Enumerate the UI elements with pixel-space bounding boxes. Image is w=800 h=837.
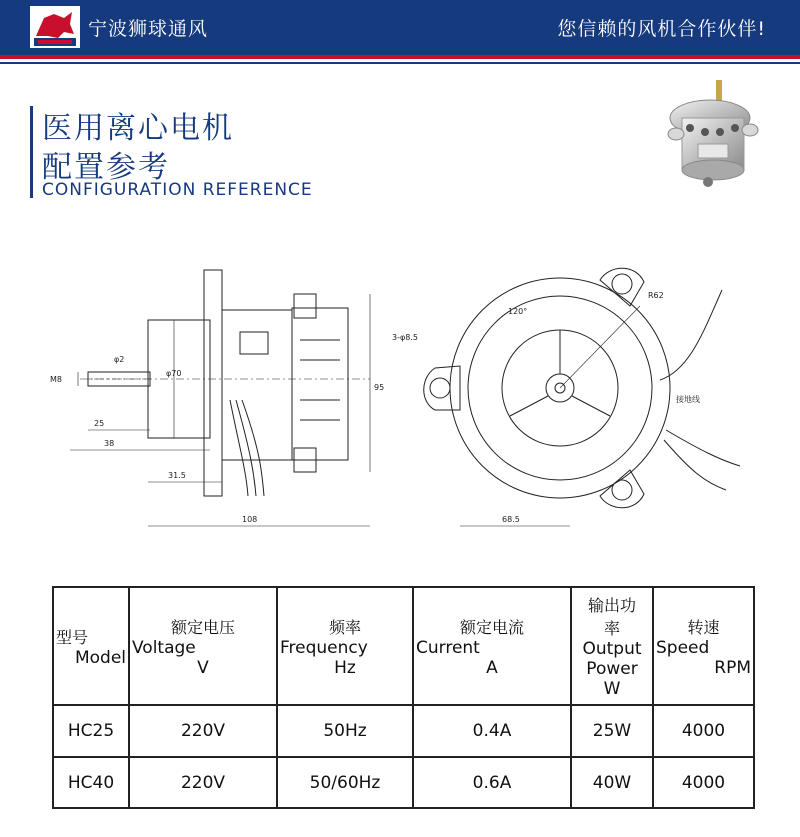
dim-r62: R62 xyxy=(648,291,664,300)
header-model: 型号 Model xyxy=(53,587,129,705)
dim-31-5: 31.5 xyxy=(168,471,186,480)
header-blue-stripe xyxy=(0,62,800,64)
dim-phi70: φ70 xyxy=(166,369,182,378)
ground-wire-label: 接地线 xyxy=(676,395,700,404)
table-header-row xyxy=(53,587,754,705)
dim-108: 108 xyxy=(242,515,258,524)
page-subtitle: 配置参考 xyxy=(42,150,170,185)
cell-speed: 4000 xyxy=(653,705,754,757)
side-view xyxy=(70,270,370,526)
spec-table xyxy=(52,586,755,809)
technical-drawing xyxy=(40,250,760,550)
table-row xyxy=(53,705,754,757)
dim-angle: 120° xyxy=(508,307,528,316)
cell-model: HC25 xyxy=(53,705,129,757)
dim-68-5: 68.5 xyxy=(502,515,520,524)
cell-voltage: 220V xyxy=(129,757,277,808)
dim-38: 38 xyxy=(104,439,115,448)
header-red-stripe xyxy=(0,55,800,59)
slogan: 您信赖的风机合作伙伴! xyxy=(557,18,766,40)
cell-speed: 4000 xyxy=(653,757,754,808)
cell-power: 25W xyxy=(571,705,653,757)
dim-shaft-dia: φ2 xyxy=(114,355,125,364)
cell-model: HC40 xyxy=(53,757,129,808)
page-title: 医用离心电机 xyxy=(42,111,234,146)
cell-frequency: 50/60Hz xyxy=(277,757,413,808)
cell-frequency: 50Hz xyxy=(277,705,413,757)
header-frequency: 频率 Frequency Hz xyxy=(277,587,413,705)
motor-photo xyxy=(650,78,775,203)
dim-25: 25 xyxy=(94,419,105,428)
cell-voltage: 220V xyxy=(129,705,277,757)
company-name: 宁波狮球通风 xyxy=(88,18,209,40)
header-voltage: 额定电压 Voltage V xyxy=(129,587,277,705)
header-band xyxy=(0,0,800,55)
header-speed: 转速 Speed RPM xyxy=(653,587,754,705)
header-power: 输出功 率 Output Power W xyxy=(571,587,653,705)
cell-current: 0.6A xyxy=(413,757,571,808)
cell-power: 40W xyxy=(571,757,653,808)
title-accent-bar xyxy=(30,106,33,198)
dim-95: 95 xyxy=(374,383,385,392)
cell-current: 0.4A xyxy=(413,705,571,757)
dim-holes: 3-φ8.5 xyxy=(392,333,418,342)
table-row xyxy=(53,757,754,808)
page-title-english: CONFIGURATION REFERENCE xyxy=(42,180,313,200)
dim-m8: M8 xyxy=(50,375,62,384)
lion-logo-icon xyxy=(30,6,80,48)
header-current: 额定电流 Current A xyxy=(413,587,571,705)
